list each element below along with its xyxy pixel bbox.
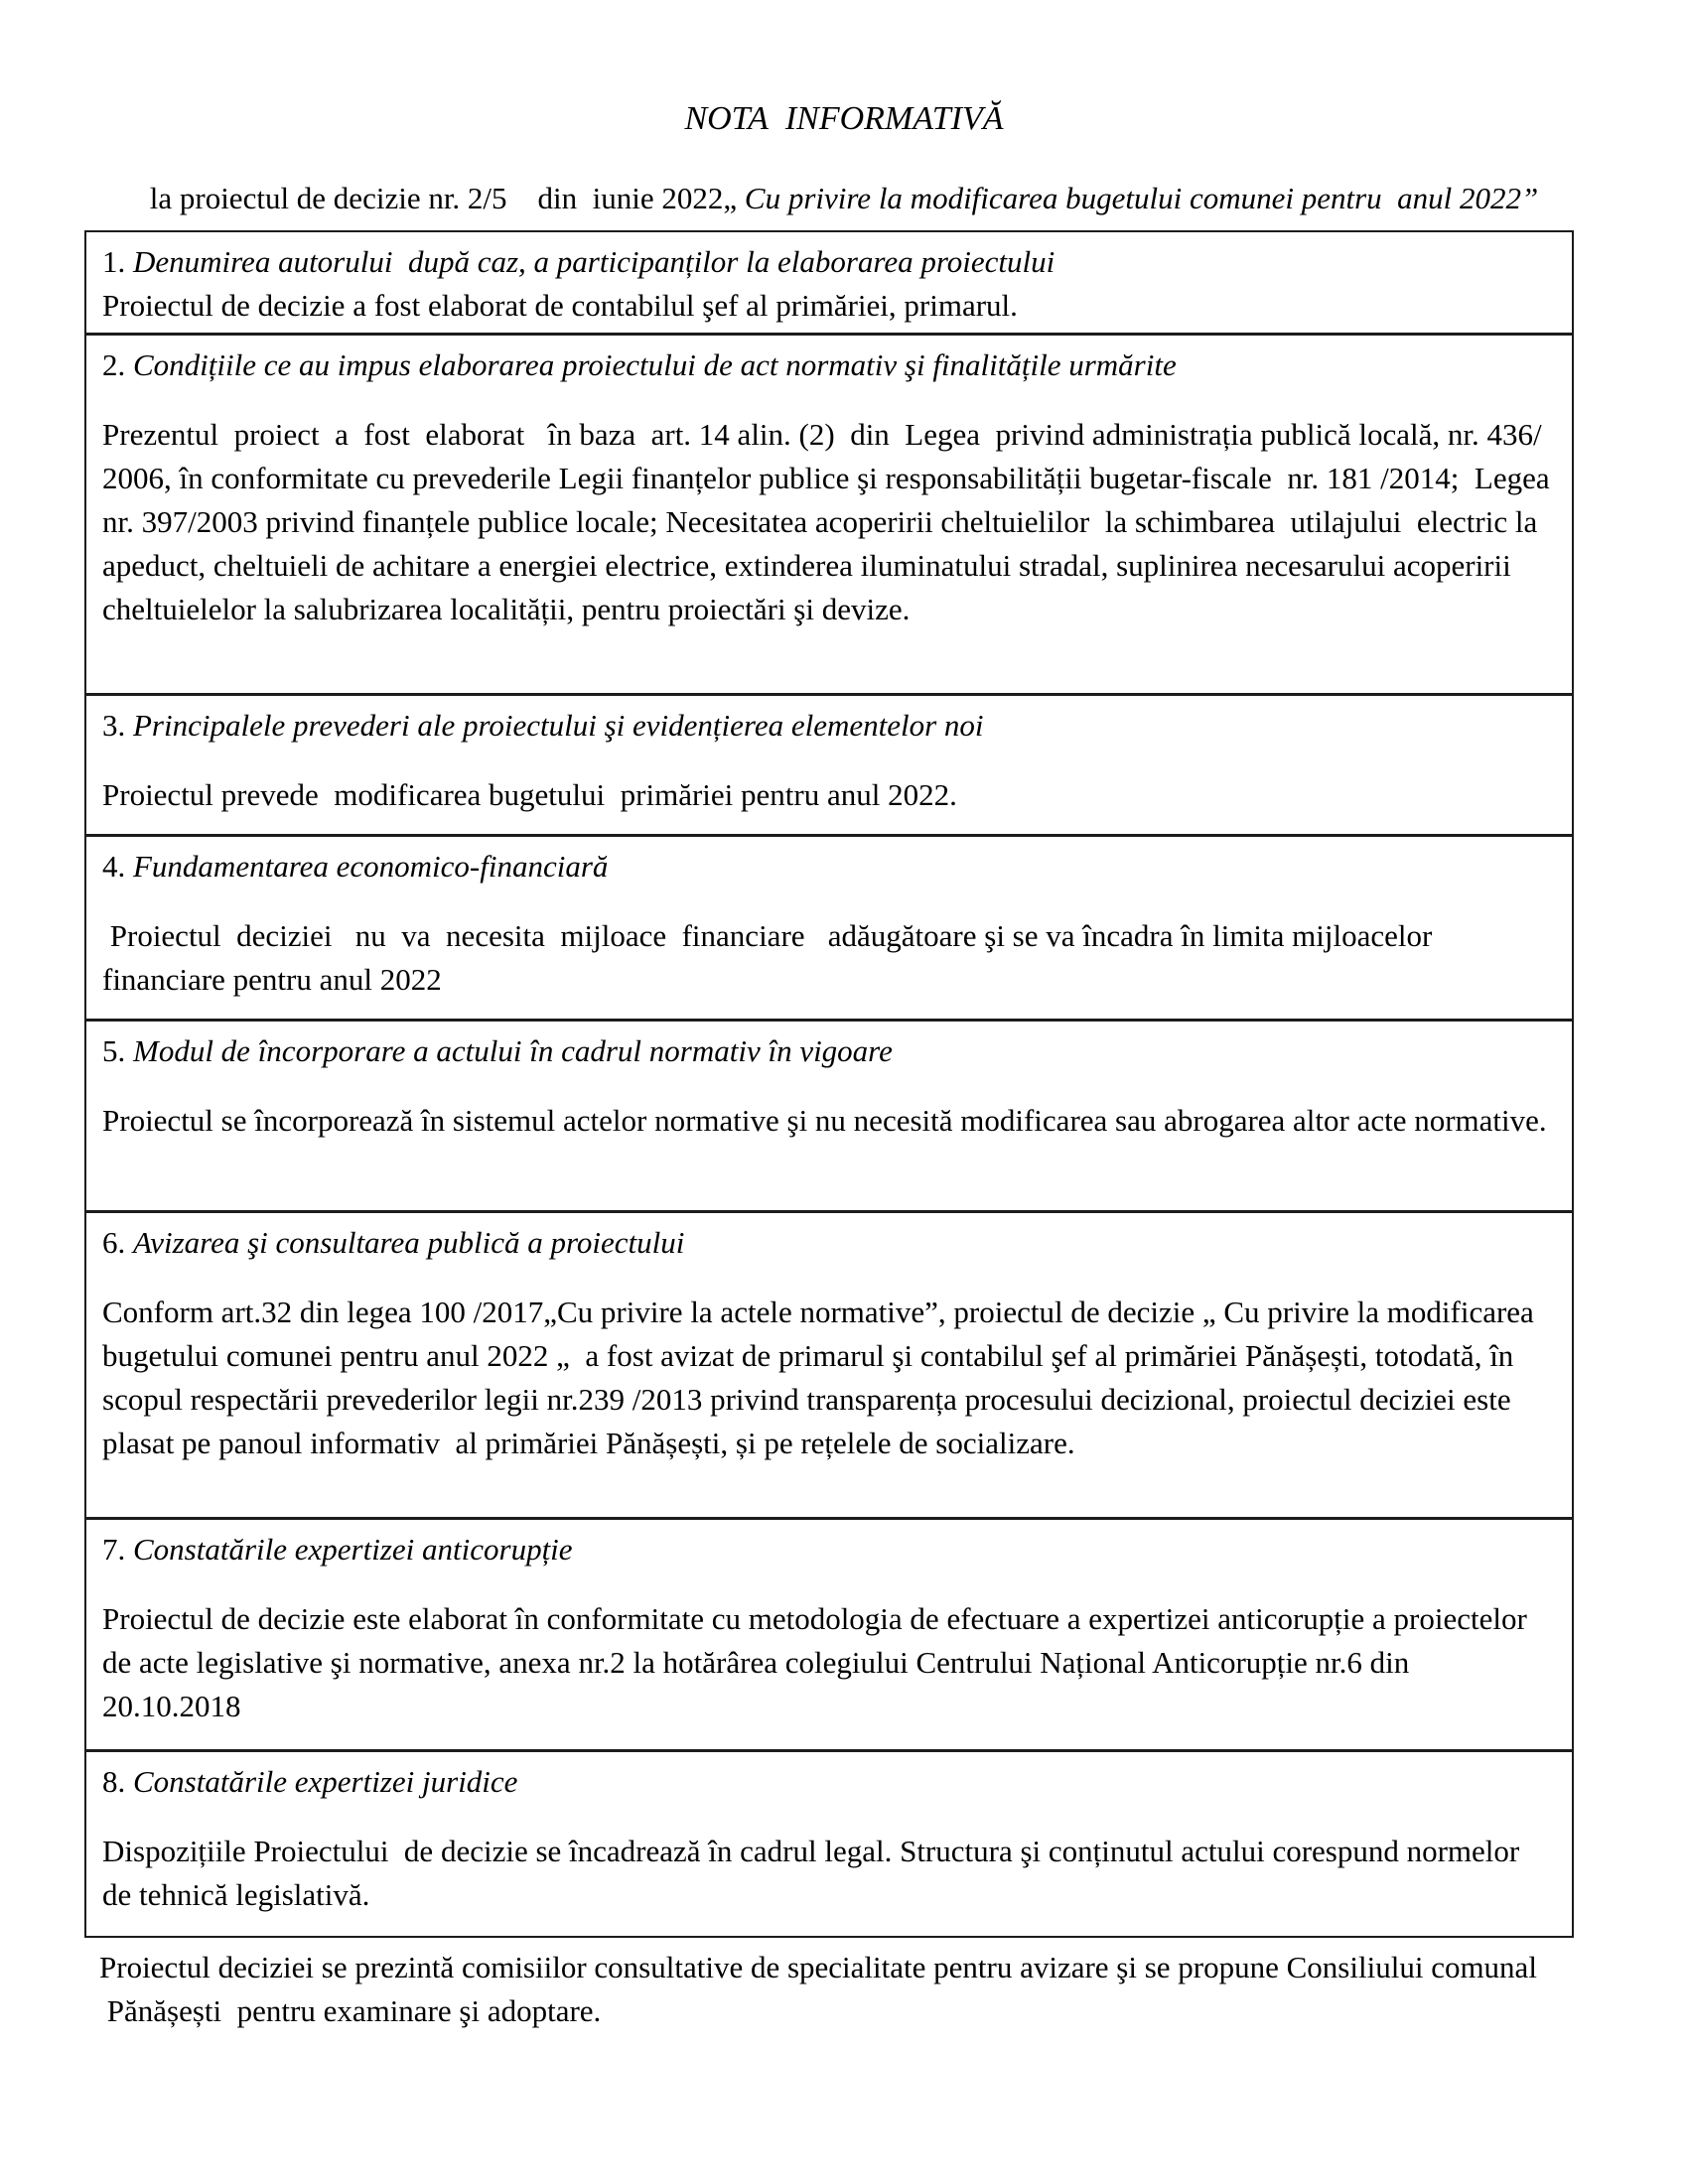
table-row-section-8 xyxy=(86,1752,1572,1936)
section-number: 2. xyxy=(102,347,126,382)
table-row-section-6 xyxy=(86,1213,1572,1520)
section-title: Denumirea autorului după caz, a participanților la elaborarea proiectului xyxy=(133,244,1055,279)
section-heading xyxy=(102,1029,1554,1073)
section-number: 3. xyxy=(102,708,126,743)
section-title: Avizarea şi consultarea publică a proiectului xyxy=(133,1225,685,1260)
section-number: 6. xyxy=(102,1225,126,1260)
section-title: Fundamentarea economico-financiară xyxy=(133,849,609,884)
section-heading xyxy=(102,343,1554,387)
table-row-section-5 xyxy=(86,1022,1572,1213)
table-row-section-2 xyxy=(86,336,1572,696)
closing-paragraph: Proiectul deciziei se prezintă comisiilor consultative de specialitate pentru avizare şi se propune Consiliului comunal Pănășești pentru examinare şi adoptare. xyxy=(99,1950,1545,2028)
section-heading xyxy=(102,1528,1554,1571)
table-row-section-7 xyxy=(86,1520,1572,1752)
section-title: Modul de încorporare a actului în cadrul normativ în vigoare xyxy=(133,1033,893,1068)
section-body: Dispozițiile Proiectului de decizie se încadrează în cadrul legal. Structura şi conținutul actului corespund normelor de tehnică legislativă. xyxy=(102,1834,1527,1912)
section-body: Prezentul proiect a fost elaborat în baza art. 14 alin. (2) din Legea privind administrația publică locală, nr. 436/ 2006, în conformitate cu prevederile Legii finanțelor publice şi responsabilității bugetar-fiscale nr. 181 /2014; Legea nr. 397/2003 privind finanțele publice locale; Necesitatea acoperirii cheltuielilor la schimbarea utilajului electric la apeduct, cheltuieli de achitare a energiei electrice, extinderea iluminatului stradal, suplinirea necesarului acoperirii cheltuielelor la salubrizarea localității, pentru proiectări şi devize. xyxy=(102,417,1558,626)
section-heading xyxy=(102,1221,1554,1265)
section-title: Constatările expertizei juridice xyxy=(133,1764,518,1799)
subtitle xyxy=(71,177,1617,220)
section-body: Proiectul prevede modificarea bugetului primăriei pentru anul 2022. xyxy=(102,777,957,812)
section-number: 4. xyxy=(102,849,126,884)
page-title: NOTA INFORMATIVĂ xyxy=(684,100,1004,137)
table-row-section-1 xyxy=(86,232,1572,336)
info-table xyxy=(84,230,1574,1938)
table-row-section-4 xyxy=(86,837,1572,1022)
section-heading xyxy=(102,845,1554,888)
section-heading xyxy=(102,1760,1554,1804)
section-number: 8. xyxy=(102,1764,126,1799)
section-heading xyxy=(102,240,1554,284)
subtitle-prefix: la proiectul de decizie nr. 2/5 din iunie 2022„ xyxy=(149,181,738,215)
section-body: Proiectul de decizie este elaborat în conformitate cu metodologia de efectuare a expertizei anticorupție a proiectelor de acte legislative şi normative, anexa nr.2 la hotărârea colegiului Centrului Național Anticorupție nr.6 din 20.10.2018 xyxy=(102,1601,1535,1723)
section-number: 1. xyxy=(102,244,126,279)
section-body: Proiectul de decizie a fost elaborat de contabilul şef al primăriei, primarul. xyxy=(102,288,1018,323)
section-title: Condițiile ce au impus elaborarea proiectului de act normativ şi finalitățile urmărite xyxy=(133,347,1177,382)
section-title: Constatările expertizei anticorupție xyxy=(133,1532,573,1567)
section-body: Proiectul se încorporează în sistemul actelor normative şi nu necesită modificarea sau abrogarea altor acte normative. xyxy=(102,1103,1547,1138)
section-body: Proiectul deciziei nu va necesita mijloace financiare adăugătoare şi se va încadra în limita mijloacelor financiare pentru anul 2022 xyxy=(102,918,1441,997)
section-body: Conform art.32 din legea 100 /2017„Cu privire la actele normative”, proiectul de decizie „ Cu privire la modificarea bugetului comunei pentru anul 2022 „ a fost avizat de primarul şi contabilul şef al primăriei Pănășești, totodată, în scopul respectării prevederilor legii nr.239 /2013 privind transparența procesului decizional, proiectul deciziei este plasat pe panoul informativ al primăriei Pănășești, și pe rețelele de socializare. xyxy=(102,1295,1542,1460)
section-title: Principalele prevederi ale proiectului şi evidențierea elementelor noi xyxy=(133,708,984,743)
section-number: 5. xyxy=(102,1033,126,1068)
table-row-section-3 xyxy=(86,696,1572,837)
subtitle-quoted-title: Cu privire la modificarea bugetului comunei pentru anul 2022” xyxy=(737,181,1539,215)
section-number: 7. xyxy=(102,1532,126,1567)
section-heading xyxy=(102,704,1554,748)
